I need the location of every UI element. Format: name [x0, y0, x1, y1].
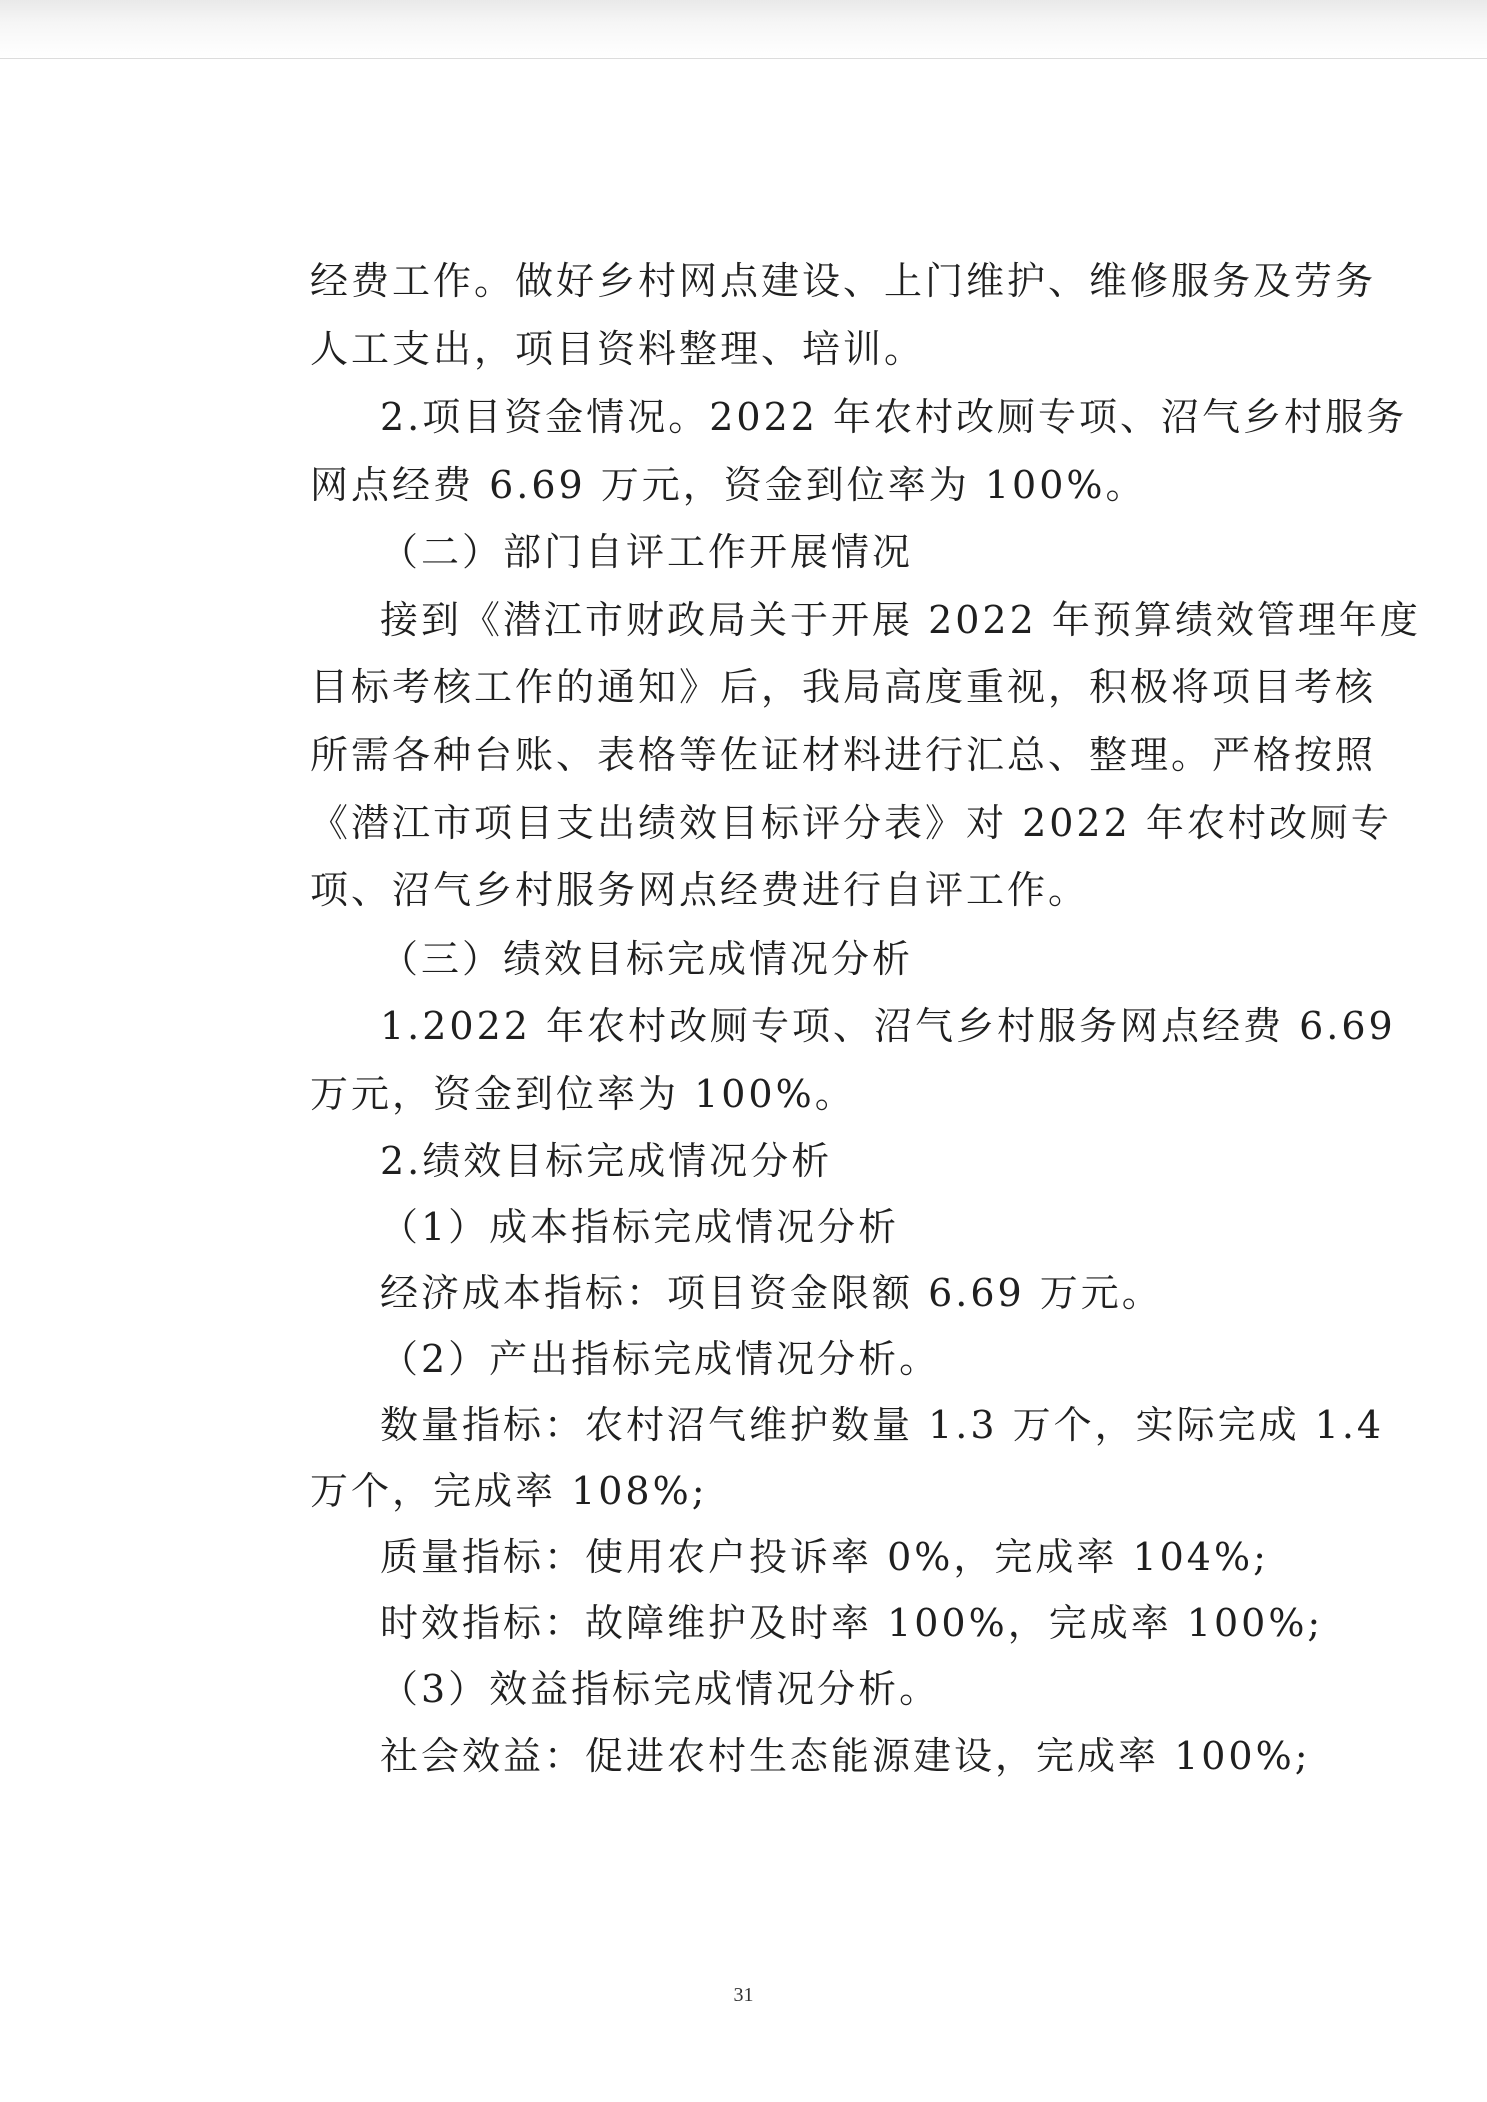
text-line: 经济成本指标：项目资金限额 6.69 万元。: [380, 1271, 1163, 1315]
text-line: 《潜江市项目支出绩效目标评分表》对 2022 年农村改厕专: [310, 801, 1392, 845]
text-line: 人工支出，项目资料整理、培训。: [310, 327, 926, 371]
text-line: 数量指标：农村沼气维护数量 1.3 万个，实际完成 1.4: [380, 1403, 1385, 1447]
text-line: 接到《潜江市财政局关于开展 2022 年预算绩效管理年度: [380, 598, 1421, 642]
text-line: 万个，完成率 108%;: [310, 1469, 708, 1513]
text-line: 经费工作。做好乡村网点建设、上门维护、维修服务及劳务: [310, 259, 1377, 303]
text-line: 网点经费 6.69 万元，资金到位率为 100%。: [310, 463, 1147, 507]
subsection-heading: （2）产出指标完成情况分析。: [380, 1337, 941, 1381]
page-number: 31: [733, 1984, 754, 2006]
text-line: 质量指标：使用农户投诉率 0%，完成率 104%;: [380, 1535, 1269, 1579]
text-line: 时效指标：故障维护及时率 100%，完成率 100%;: [380, 1601, 1324, 1645]
subsection-heading: （1）成本指标完成情况分析: [380, 1205, 900, 1249]
text-line: 万元，资金到位率为 100%。: [310, 1072, 856, 1116]
scan-top-edge: [0, 0, 1487, 59]
subsection-heading: （3）效益指标完成情况分析。: [380, 1667, 941, 1711]
text-line: 2.绩效目标完成情况分析: [380, 1139, 833, 1183]
text-line: 1.2022 年农村改厕专项、沼气乡村服务网点经费 6.69: [380, 1004, 1396, 1048]
text-line: 社会效益：促进农村生态能源建设，完成率 100%;: [380, 1734, 1311, 1778]
section-heading: （三）绩效目标完成情况分析: [380, 937, 914, 981]
text-line: 目标考核工作的通知》后，我局高度重视，积极将项目考核: [310, 665, 1377, 709]
section-heading: （二）部门自评工作开展情况: [380, 530, 914, 574]
text-line: 所需各种台账、表格等佐证材料进行汇总、整理。严格按照: [310, 733, 1377, 777]
text-line: 项、沼气乡村服务网点经费进行自评工作。: [310, 868, 1090, 912]
text-line: 2.项目资金情况。2022 年农村改厕专项、沼气乡村服务: [380, 395, 1408, 439]
